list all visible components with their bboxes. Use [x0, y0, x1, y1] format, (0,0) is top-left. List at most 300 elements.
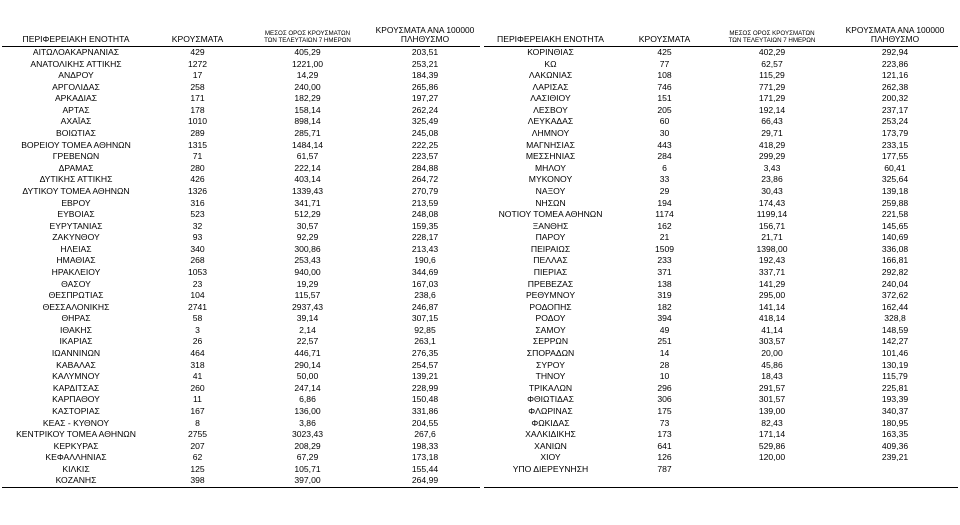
avg7-cell: 61,57	[296, 151, 319, 162]
region-cell: ΔΥΤΙΚΗΣ ΑΤΤΙΚΗΣ	[39, 174, 113, 185]
table-row	[484, 279, 958, 291]
region-cell: ΖΑΚΥΝΘΟΥ	[52, 232, 100, 243]
avg7-cell: 30,43	[761, 185, 783, 196]
table-row	[484, 174, 958, 186]
region-cell: ΤΡΙΚΑΛΩΝ	[528, 382, 573, 393]
cases-cell: 371	[657, 266, 672, 277]
avg7-cell: 295,00	[758, 290, 786, 301]
per100k-cell: 221,58	[881, 209, 909, 220]
avg7-cell: 67,29	[296, 452, 319, 463]
per100k-cell: 237,17	[881, 104, 909, 115]
avg7-cell: 192,43	[758, 255, 786, 266]
avg7-cell: 20,00	[761, 348, 783, 359]
cases-cell: 1174	[655, 209, 674, 220]
table-row	[484, 232, 958, 244]
region-cell: ΞΑΝΘΗΣ	[532, 220, 569, 231]
table-row	[2, 360, 480, 372]
table-row	[2, 209, 480, 221]
cases-cell: 207	[190, 440, 205, 451]
cases-cell: 258	[190, 81, 205, 92]
cases-cell: 125	[190, 463, 205, 474]
region-cell: ΡΕΘΥΜΝΟΥ	[525, 290, 576, 301]
table-row	[2, 128, 480, 140]
table-row	[484, 267, 958, 279]
region-cell: ΝΗΣΩΝ	[535, 197, 566, 208]
table-row	[2, 70, 480, 82]
per100k-cell: 372,62	[881, 290, 909, 301]
avg7-cell: 66,43	[761, 116, 783, 127]
cases-cell: 296	[657, 382, 672, 393]
avg7-cell: 115,29	[759, 70, 785, 81]
region-cell: ΚΑΡΠΑΘΟΥ	[52, 394, 100, 405]
per100k-cell: 115,79	[882, 371, 908, 382]
avg7-cell	[712, 464, 832, 476]
header-cases: ΚΡΟΥΣΜΑΤΑ	[617, 4, 712, 47]
region-cell: ΙΩΑΝΝΙΝΩΝ	[51, 348, 101, 359]
avg7-cell: 174,43	[758, 197, 786, 208]
table-row	[2, 418, 480, 430]
cases-cell: 162	[657, 220, 672, 231]
per100k-cell: 325,49	[411, 116, 439, 127]
region-cell: ΣΕΡΡΩΝ	[532, 336, 569, 347]
avg7-cell: 115,57	[294, 290, 321, 301]
left-data-table	[2, 4, 480, 488]
table-row	[484, 302, 958, 314]
avg7-cell: 120,00	[758, 452, 786, 463]
region-cell: ΧΙΟΥ	[540, 452, 561, 463]
avg7-cell: 1221,00	[291, 58, 324, 69]
region-cell: ΚΟΡΙΝΘΙΑΣ	[527, 47, 574, 57]
table-row	[484, 371, 958, 383]
header-per100k	[370, 4, 480, 47]
avg7-cell: 105,71	[294, 463, 321, 474]
table-row	[2, 371, 480, 383]
table-row	[484, 464, 958, 476]
per100k-cell: 150,48	[411, 394, 439, 405]
cases-cell: 21	[659, 232, 670, 243]
region-cell: ΚΟΖΑΝΗΣ	[2, 475, 150, 487]
avg7-cell: 141,29	[758, 278, 786, 289]
per100k-cell: 263,1	[414, 336, 436, 347]
avg7-cell: 22,57	[296, 336, 319, 347]
cases-cell: 316	[190, 197, 205, 208]
avg7-cell: 23,86	[761, 174, 783, 185]
table-row	[484, 360, 958, 372]
per100k-cell	[832, 464, 958, 476]
cases-cell: 173	[657, 429, 672, 440]
avg7-cell: 21,71	[761, 232, 783, 243]
table-row	[484, 313, 958, 325]
table-row	[2, 441, 480, 453]
per100k-cell: 180,95	[881, 417, 909, 428]
per100k-cell: 60,41	[884, 162, 906, 173]
per100k-cell: 228,99	[411, 382, 439, 393]
table-row	[2, 82, 480, 94]
table-row	[484, 209, 958, 221]
avg7-cell: 240,00	[294, 81, 321, 92]
table-row	[2, 105, 480, 117]
table-row	[2, 394, 480, 406]
avg7-cell: 39,14	[296, 313, 319, 324]
per100k-cell: 193,39	[881, 394, 909, 405]
table-row	[484, 128, 958, 140]
avg7-cell: 3,86	[299, 417, 316, 428]
region-cell: ΗΜΑΘΙΑΣ	[56, 255, 96, 266]
table-row	[2, 452, 480, 464]
table-row	[484, 394, 958, 406]
per100k-cell: 139,18	[881, 185, 909, 196]
cases-cell: 3	[195, 324, 200, 335]
avg7-cell: 402,29	[758, 47, 786, 57]
region-cell: ΜΕΣΣΗΝΙΑΣ	[525, 151, 576, 162]
region-cell: ΚΕΑΣ - ΚΥΘΝΟΥ	[42, 417, 110, 428]
region-cell: ΘΕΣΣΑΛΟΝΙΚΗΣ	[42, 301, 110, 312]
table-row	[484, 336, 958, 348]
per100k-cell: 167,03	[411, 278, 439, 289]
cases-cell: 289	[190, 128, 205, 139]
per100k-cell: 253,24	[881, 116, 909, 127]
region-cell: ΡΟΔΟΥ	[535, 313, 566, 324]
per100k-cell: 223,86	[881, 58, 909, 69]
per100k-cell: 262,24	[411, 104, 439, 115]
cases-cell: 62	[192, 452, 203, 463]
avg7-cell: 50,00	[296, 371, 319, 382]
region-cell: ΕΥΡΥΤΑΝΙΑΣ	[49, 220, 103, 231]
per100k-cell: 223,57	[411, 151, 439, 162]
per100k-cell: 204,55	[411, 417, 439, 428]
per100k-cell: 184,39	[411, 70, 439, 81]
avg7-cell	[712, 475, 832, 487]
left-table-body	[2, 47, 480, 488]
cases-cell: 280	[190, 162, 205, 173]
header-per100k	[832, 4, 958, 47]
cases-cell: 340	[190, 243, 205, 254]
table-row	[2, 47, 480, 59]
table-row	[2, 464, 480, 476]
region-cell: ΓΡΕΒΕΝΩΝ	[52, 151, 100, 162]
avg7-cell: 512,29	[294, 209, 321, 220]
avg7-cell: 1339,43	[291, 185, 324, 196]
table-row	[2, 325, 480, 337]
avg7-cell: 247,14	[294, 382, 321, 393]
cases-cell: 171	[190, 93, 205, 104]
cases-cell: 10	[659, 371, 670, 382]
cases-cell: 60	[659, 116, 670, 127]
table-row	[484, 198, 958, 210]
cases-cell: 49	[659, 324, 670, 335]
per100k-cell: 121,16	[881, 70, 909, 81]
region-cell: ΑΡΚΑΔΙΑΣ	[54, 93, 98, 104]
cases-cell: 318	[190, 359, 205, 370]
per100k-cell: 254,57	[411, 359, 439, 370]
cases-cell: 394	[657, 313, 672, 324]
avg7-cell: 45,86	[761, 359, 783, 370]
avg7-cell: 1398,00	[756, 243, 788, 254]
avg7-cell: 18,43	[761, 371, 783, 382]
right-table-body	[484, 47, 958, 488]
table-row	[484, 348, 958, 360]
table-row	[2, 475, 480, 487]
avg7-cell: 253,43	[294, 255, 321, 266]
cases-cell: 425	[657, 47, 672, 57]
cases-cell: 284	[657, 151, 672, 162]
per100k-cell: 331,86	[411, 405, 439, 416]
cases-cell: 523	[190, 209, 205, 220]
per100k-cell: 145,65	[881, 220, 909, 231]
per100k-cell: 163,35	[881, 429, 909, 440]
table-row	[2, 406, 480, 418]
avg7-cell: 92,29	[296, 232, 319, 243]
per100k-cell: 203,51	[411, 47, 439, 57]
per100k-cell: 264,72	[411, 174, 439, 185]
per100k-cell: 140,69	[881, 232, 909, 243]
header-region: ΠΕΡΙΦΕΡΕΙΑΚΗ ΕΝΟΤΗΤΑ	[2, 4, 150, 47]
avg7-cell: 940,00	[294, 266, 321, 277]
per100k-cell: 228,17	[411, 232, 439, 243]
table-row	[2, 429, 480, 441]
header-per100k-line1: ΚΡΟΥΣΜΑΤΑ ΑΝΑ 100000	[845, 25, 945, 36]
avg7-cell: 403,14	[294, 174, 321, 185]
region-cell: ΧΑΝΙΩΝ	[534, 440, 567, 451]
region-cell: ΧΑΛΚΙΔΙΚΗΣ	[525, 429, 576, 440]
region-cell: ΥΠΟ ΔΙΕΡΕΥΝΗΣΗ	[512, 463, 589, 474]
avg7-cell: 30,57	[296, 220, 319, 231]
region-cell: ΤΗΝΟΥ	[535, 371, 566, 382]
avg7-cell: 182,29	[294, 93, 321, 104]
per100k-cell: 325,64	[881, 174, 909, 185]
avg7-cell: 2,14	[299, 324, 316, 335]
cases-cell: 398	[150, 475, 245, 487]
table-row	[2, 93, 480, 105]
region-cell: ΣΠΟΡΑΔΩΝ	[526, 348, 575, 359]
header-avg7-line1: ΜΕΣΟΣ ΟΡΟΣ ΚΡΟΥΣΜΑΤΩΝ	[729, 30, 815, 37]
avg7-cell: 397,00	[245, 475, 370, 487]
table-row	[484, 163, 958, 175]
avg7-cell: 291,57	[758, 382, 786, 393]
region-cell: ΠΙΕΡΙΑΣ	[533, 266, 568, 277]
cases-cell: 233	[657, 255, 672, 266]
region-cell: ΝΟΤΙΟΥ ΤΟΜΕΑ ΑΘΗΝΩΝ	[498, 209, 603, 220]
region-cell: ΛΑΚΩΝΙΑΣ	[528, 70, 573, 81]
avg7-cell: 171,14	[758, 429, 786, 440]
region-cell: ΛΑΡΙΣΑΣ	[532, 81, 569, 92]
cases-cell: 29	[659, 185, 670, 196]
table-row	[2, 59, 480, 71]
per100k-cell: 276,35	[411, 348, 439, 359]
table-row	[484, 244, 958, 256]
region-cell: ΔΥΤΙΚΟΥ ΤΟΜΕΑ ΑΘΗΝΩΝ	[22, 185, 130, 196]
per100k-cell: 265,86	[411, 81, 439, 92]
cases-cell: 58	[192, 313, 203, 324]
region-cell: ΜΥΚΟΝΟΥ	[528, 174, 573, 185]
per100k-cell: 267,6	[414, 429, 436, 440]
region-cell: ΝΑΞΟΥ	[535, 185, 566, 196]
header-cases: ΚΡΟΥΣΜΑΤΑ	[150, 4, 245, 47]
table-row	[2, 255, 480, 267]
cases-cell: 1315	[187, 139, 208, 150]
region-cell: ΦΘΙΩΤΙΔΑΣ	[527, 394, 574, 405]
cases-cell: 178	[190, 104, 205, 115]
avg7-cell: 82,43	[761, 417, 783, 428]
table-row	[2, 267, 480, 279]
region-cell: ΜΗΛΟΥ	[534, 162, 567, 173]
avg7-cell: 1484,14	[291, 139, 324, 150]
cases-cell: 93	[192, 232, 203, 243]
table-row	[484, 475, 958, 487]
region-cell: ΒΟΡΕΙΟΥ ΤΟΜΕΑ ΑΘΗΝΩΝ	[21, 139, 131, 150]
region-cell: ΛΕΥΚΑΔΑΣ	[527, 116, 574, 127]
region-cell: ΚΕΡΚΥΡΑΣ	[53, 440, 99, 451]
per100k-cell: 200,32	[881, 93, 909, 104]
avg7-cell: 446,71	[294, 348, 321, 359]
avg7-cell: 299,29	[758, 151, 786, 162]
avg7-cell: 341,71	[294, 197, 321, 208]
table-row	[484, 93, 958, 105]
region-cell: ΠΕΙΡΑΙΩΣ	[530, 243, 571, 254]
cases-cell: 306	[657, 394, 672, 405]
per100k-cell: 213,59	[411, 197, 439, 208]
region-cell: ΑΡΤΑΣ	[62, 104, 90, 115]
region-cell: ΡΟΔΟΠΗΣ	[529, 301, 572, 312]
per100k-cell: 101,46	[881, 348, 909, 359]
right-data-table	[484, 4, 958, 488]
table-row	[484, 290, 958, 302]
avg7-cell: 1199,14	[756, 209, 788, 220]
avg7-cell: 141,14	[758, 301, 786, 312]
header-avg7	[712, 4, 832, 47]
table-row	[484, 383, 958, 395]
per100k-cell: 233,15	[881, 139, 909, 150]
cases-cell: 746	[657, 81, 672, 92]
table-row	[2, 313, 480, 325]
table-row	[484, 452, 958, 464]
per100k-cell: 240,04	[881, 278, 909, 289]
per100k-cell: 259,88	[881, 197, 909, 208]
per100k-cell: 336,08	[881, 243, 909, 254]
avg7-cell: 171,29	[758, 93, 786, 104]
table-row	[484, 406, 958, 418]
avg7-cell: 139,00	[758, 405, 786, 416]
avg7-cell: 405,29	[294, 47, 321, 57]
region-cell: ΚΕΦΑΛΛΗΝΙΑΣ	[45, 452, 107, 463]
per100k-cell: 246,87	[411, 301, 439, 312]
avg7-cell: 14,29	[296, 70, 319, 81]
header-avg7	[245, 4, 370, 47]
table-row	[2, 383, 480, 395]
cases-cell: 182	[657, 301, 672, 312]
table-row	[2, 163, 480, 175]
per100k-cell: 292,94	[881, 47, 909, 57]
cases-cell: 26	[192, 336, 203, 347]
avg7-cell: 529,86	[758, 440, 786, 451]
per100k-cell: 159,35	[411, 220, 439, 231]
table-row	[484, 221, 958, 233]
region-cell: ΑΝΔΡΟΥ	[58, 70, 94, 81]
avg7-cell: 6,86	[299, 394, 316, 405]
per100k-cell: 328,8	[884, 313, 906, 324]
region-cell: ΕΒΡΟΥ	[61, 197, 91, 208]
table-row	[484, 255, 958, 267]
per100k-cell: 253,21	[411, 58, 439, 69]
cases-cell: 205	[657, 104, 672, 115]
cases-cell: 138	[657, 278, 672, 289]
table-row	[484, 116, 958, 128]
avg7-cell: 771,29	[758, 81, 786, 92]
table-row	[2, 244, 480, 256]
cases-cell: 429	[190, 47, 205, 57]
avg7-cell: 3,43	[763, 162, 781, 173]
region-cell: ΙΘΑΚΗΣ	[60, 324, 92, 335]
region-cell: ΠΕΛΛΑΣ	[533, 255, 568, 266]
table-row	[2, 279, 480, 291]
cases-cell: 464	[190, 348, 205, 359]
region-cell: ΚΙΛΚΙΣ	[62, 463, 90, 474]
header-per100k-line2: ΠΛΗΘΥΣΜΟ	[870, 34, 920, 45]
header-avg7-line2: ΤΩΝ ΤΕΛΕΥΤΑΙΩΝ 7 ΗΜΕΡΩΝ	[728, 36, 816, 44]
per100k-cell: 225,81	[881, 382, 909, 393]
cases-cell: 1326	[187, 185, 208, 196]
region-cell	[484, 475, 617, 487]
region-cell: ΛΗΜΝΟΥ	[531, 128, 570, 139]
cases-cell: 28	[659, 359, 670, 370]
header-avg7-line1: ΜΕΣΟΣ ΟΡΟΣ ΚΡΟΥΣΜΑΤΩΝ	[264, 30, 351, 37]
cases-cell: 167	[190, 405, 205, 416]
region-cell: ΛΑΣΙΘΙΟΥ	[530, 93, 571, 104]
region-cell: ΔΡΑΜΑΣ	[58, 162, 94, 173]
cases-cell: 126	[657, 452, 672, 463]
cases-cell: 41	[192, 371, 203, 382]
cases-cell: 17	[192, 70, 203, 81]
cases-cell: 641	[657, 440, 672, 451]
table-row	[2, 186, 480, 198]
cases-cell: 1053	[187, 266, 208, 277]
cases-cell: 194	[657, 197, 672, 208]
cases-cell: 1509	[654, 243, 675, 254]
per100k-cell	[832, 475, 958, 487]
table-row	[2, 290, 480, 302]
table-row	[484, 441, 958, 453]
cases-cell: 1272	[187, 58, 208, 69]
avg7-cell: 301,57	[758, 394, 786, 405]
table-row	[2, 198, 480, 210]
avg7-cell: 222,14	[294, 162, 321, 173]
per100k-cell: 340,37	[881, 405, 909, 416]
header-per100k-line2: ΠΛΗΘΥΣΜΟ	[400, 34, 450, 45]
per100k-cell: 142,27	[881, 336, 909, 347]
per100k-cell: 239,21	[881, 452, 909, 463]
per100k-cell: 213,43	[411, 243, 439, 254]
cases-cell: 23	[192, 278, 203, 289]
per100k-cell: 173,18	[411, 452, 439, 463]
region-cell: ΘΕΣΠΡΩΤΙΑΣ	[48, 290, 104, 301]
right-header-row	[484, 4, 958, 47]
cases-cell: 2755	[187, 429, 208, 440]
region-cell: ΜΑΓΝΗΣΙΑΣ	[526, 139, 575, 150]
region-cell: ΒΟΙΩΤΙΑΣ	[56, 128, 96, 139]
per100k-cell: 284,88	[411, 162, 439, 173]
header-per100k-line1: ΚΡΟΥΣΜΑΤΑ ΑΝΑ 100000	[375, 25, 475, 36]
avg7-cell: 3023,43	[291, 429, 324, 440]
avg7-cell: 300,86	[294, 243, 321, 254]
cases-cell: 77	[659, 58, 670, 69]
table-row	[2, 302, 480, 314]
region-cell: ΚΑΒΑΛΑΣ	[56, 359, 96, 370]
header-avg7-line2: ΤΩΝ ΤΕΛΕΥΤΑΙΩΝ 7 ΗΜΕΡΩΝ	[264, 36, 351, 44]
region-cell: ΑΝΑΤΟΛΙΚΗΣ ΑΤΤΙΚΗΣ	[30, 58, 122, 69]
region-cell: ΑΙΤΩΛΟΑΚΑΡΝΑΝΙΑΣ	[32, 47, 120, 57]
per100k-cell: 248,08	[411, 209, 439, 220]
per100k-cell: 173,79	[881, 128, 909, 139]
